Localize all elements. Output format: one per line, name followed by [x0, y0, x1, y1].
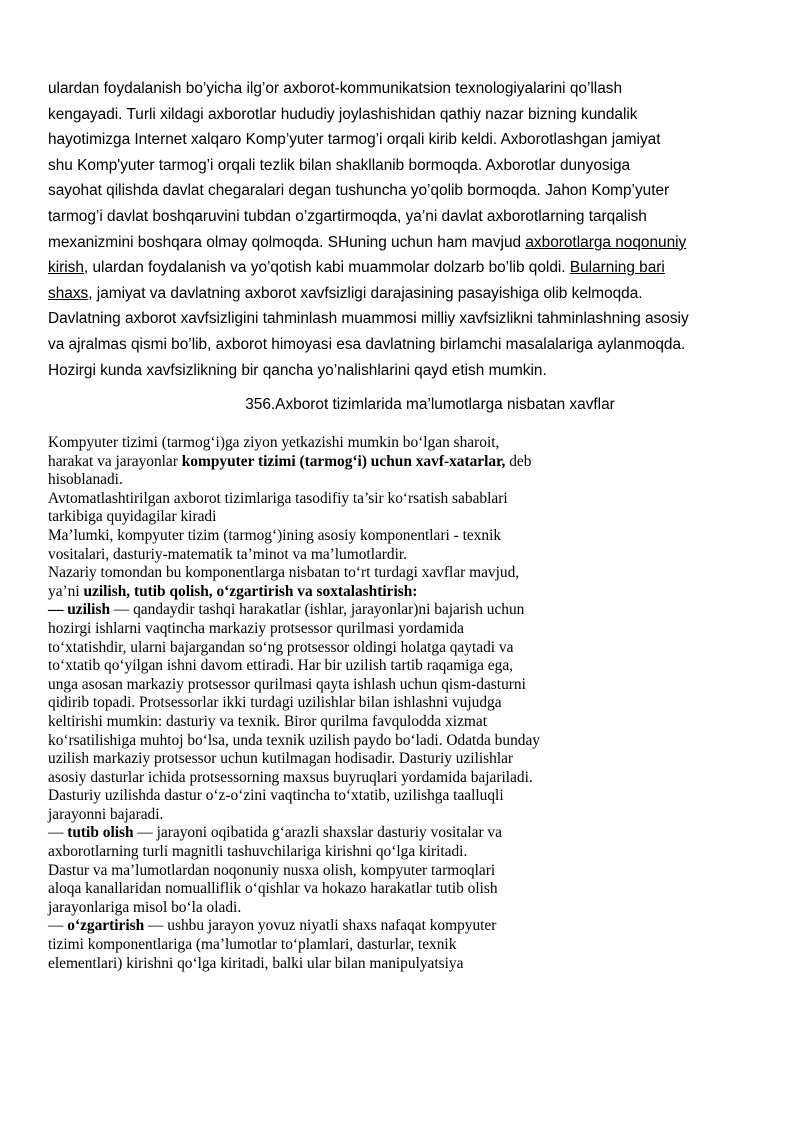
text-line: va ajralmas qismi bo’lib, axborot himoyasi esa davlatning birlamchi masalalariga aylanmoqda. [48, 335, 686, 353]
text-line: hayotimizga Internet xalqaro Komp’yuter tarmog’i orqali kirib keldi. Axborotlashgan jamiyat [48, 131, 661, 149]
text-line: sayohat qilishda davlat chegaralari degan tushuncha yo’qolib bormoqda. Jahon Komp’yuter [48, 182, 670, 200]
text-line: ulardan foydalanish bo’yicha ilg’or axborot-kommunikatsion texnologiyalarini qo’llash [48, 80, 623, 97]
text-line: hozirgi ishlarni vaqtincha markaziy protsessor qurilmasi yordamida [48, 619, 465, 637]
body-text [48, 434, 668, 973]
underlined-text: axborotlarga noqonuniy [525, 233, 687, 251]
text-line: tarkibiga quyidagilar kiradi [48, 508, 217, 526]
text-line: shu Komp'yuter tarmog’i orqali tezlik bilan shakllanib bormoqda. Axborotlar dunyosiga [48, 156, 631, 174]
text-line: to‘xtatib qo‘yilgan ishni davom ettiradi. Har bir uzilish tartib raqamiga ega, [48, 657, 514, 675]
text-line: keltirishi mumkin: dasturiy va texnik. Biror qurilma favqulodda xizmat [48, 712, 487, 730]
text-line: qidirib topadi. Protsessorlar ikki turdagi uzilishlar bilan ishlashni vujudga [48, 694, 502, 712]
bold-term: tutib olish [67, 824, 134, 842]
text-line: uzilish markaziy protsessor uchun kutilmagan hodisadir. Dasturiy uzilishlar [48, 750, 514, 768]
text-run: mexanizmini boshqara olmay qolmoqda. SHuning uchun ham mavjud [48, 233, 526, 251]
text-line: aloqa kanallaridan nomualliflik o‘qishlar va hokazo harakatlar tutib olish [48, 880, 498, 898]
text-line: tarmog’i davlat boshqaruvini tubdan o’zgartirmoqda, ya’ni davlat axborotlarning tarqalish [48, 207, 647, 225]
text-line [48, 601, 668, 620]
text-run: , ulardan foydalanish va yo’qotish kabi muammolar dolzarb bo’lib qoldi. [83, 259, 570, 277]
text-line: Hozirgi kunda xavfsizlikning bir qancha yo’nalishlarini qayd etish mumkin. [48, 361, 547, 379]
text-line: Dastur va ma’lumotlardan noqonuniy nusxa olish, kompyuter tarmoqlari [48, 861, 496, 879]
text-line: to‘xtatishdir, ularni bajargandan so‘ng protsessor oldingi holatga qaytadi va [48, 638, 514, 656]
text-run: — [48, 824, 68, 842]
text-run: harakat va jarayonlar [48, 452, 182, 470]
bold-term: uzilish, tutib qolish, o‘zgartirish va soxtalashtirish: [83, 582, 418, 600]
text-line: Kompyuter tizimi (tarmog‘i)ga ziyon yetkazishi mumkin bo‘lgan sharoit, [48, 434, 500, 451]
text-line [48, 230, 748, 256]
bold-term: o‘zgartirish [67, 917, 145, 935]
text-line: tizimi komponentlariga (ma’lumotlar to‘plamlari, dasturlar, texnik [48, 936, 457, 954]
intro-paragraph [48, 76, 748, 383]
text-line: jarayonni bajaradi. [48, 805, 164, 823]
text-run: ya’ni [48, 582, 84, 600]
text-run: — jarayoni oqibatida g‘arazli shaxslar dasturiy vositalar va [133, 824, 502, 842]
text-line [48, 824, 668, 843]
text-line: Dasturiy uzilishda dastur o‘z-o‘zini vaqtincha to‘xtatib, uzilishga taalluqli [48, 787, 504, 805]
text-run: — [48, 917, 68, 935]
text-line: hisoblanadi. [48, 471, 123, 489]
text-line [48, 281, 748, 307]
text-line [48, 583, 668, 602]
text-line [48, 453, 668, 472]
text-line: Avtomatlashtirilgan axborot tizimlariga tasodifiy ta’sir ko‘rsatish sabablari [48, 489, 508, 507]
text-line: elementlari) kirishni qo‘lga kiritadi, balki ular bilan manipulyatsiya [48, 954, 464, 972]
section-title: 356.Axborot tizimlarida ma’lumotlarga nisbatan xavflar [245, 396, 615, 413]
underlined-text: shaxs [48, 284, 89, 302]
text-run: , jamiyat va davlatning axborot xavfsizligi darajasining pasayishiga olib kelmoqda. [88, 284, 643, 302]
text-line: Davlatning axborot xavfsizligini tahminlash muammosi milliy xavfsizlikni tahminlashning asosiy [48, 310, 689, 328]
bold-term: — uzilish [48, 601, 111, 619]
text-line: kengayadi. Turli xildagi axborotlar hududiy joylashishidan qathiy nazar bizning kundalik [48, 105, 638, 123]
text-line: jarayonlariga misol bo‘la oladi. [48, 898, 242, 916]
text-run: — ushbu jarayon yovuz niyatli shaxs nafaqat kompyuter [144, 917, 497, 935]
text-line: Ma’lumki, kompyuter tizim (tarmog‘)ining asosiy komponentlari - texnik [48, 526, 502, 544]
text-line [48, 255, 748, 281]
text-line: asosiy dasturlar ichida protsessorning maxsus buyruqlari yordamida bajariladi. [48, 768, 533, 786]
text-line: unga asosan markaziy protsessor qurilmasi qayta ishlash uchun qism-dasturni [48, 675, 526, 693]
text-line: Nazariy tomondan bu komponentlarga nisbatan to‘rt turdagi xavflar mavjud, [48, 564, 520, 582]
text-line: axborotlarning turli magnitli tashuvchilariga kirishni qo‘lga kiritadi. [48, 843, 468, 861]
text-line [48, 917, 668, 936]
underlined-text: Bularning bari [569, 259, 665, 277]
underlined-text: kirish [48, 259, 84, 277]
text-run: — qandaydir tashqi harakatlar (ishlar, jarayonlar)ni bajarish uchun [110, 601, 525, 619]
bold-term: kompyuter tizimi (tarmog‘i) uchun xavf-xatarlar, [181, 452, 506, 470]
text-line: vositalari, dasturiy-matematik ta’minot va ma’lumotlardir. [48, 545, 408, 563]
text-run: deb [505, 452, 532, 470]
text-line: ko‘rsatilishiga muhtoj bo‘lsa, unda texnik uzilish paydo bo‘ladi. Odatda bunday [48, 731, 540, 749]
